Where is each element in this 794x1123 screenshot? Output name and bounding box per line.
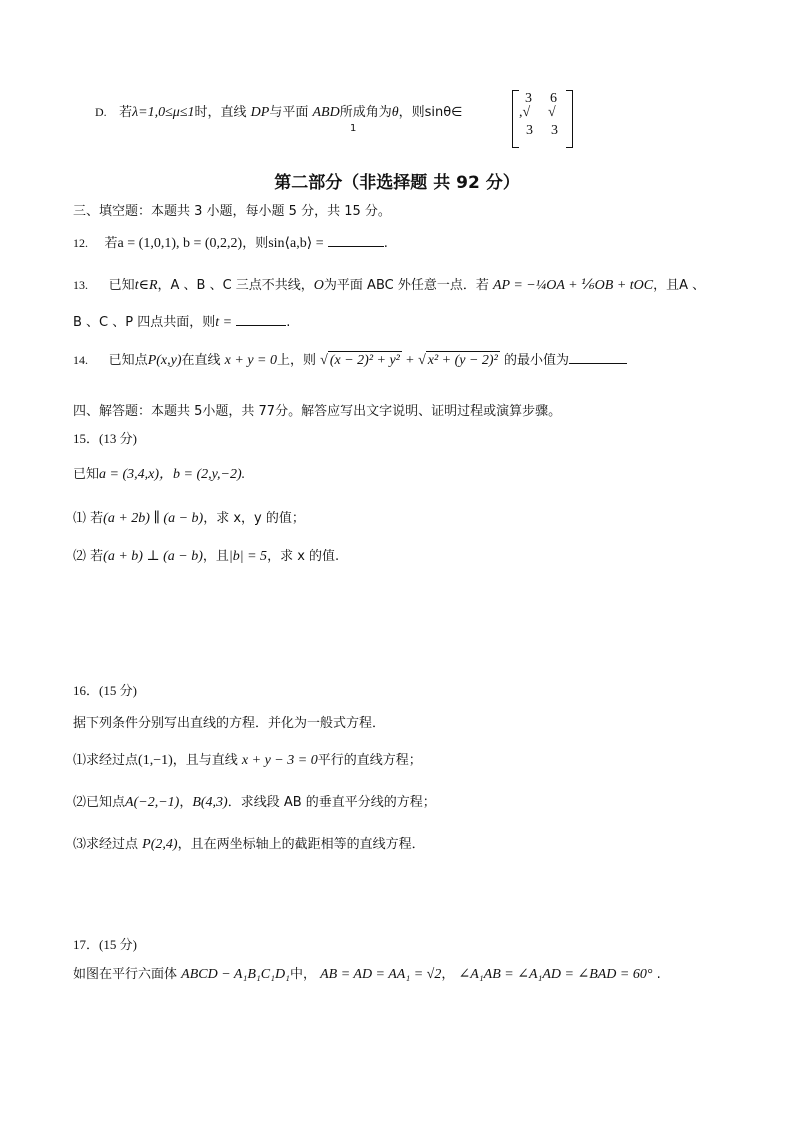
q12-expr: a = (1,0,1), b = (0,2,2): [117, 236, 243, 251]
q14-number: 14.: [73, 353, 88, 367]
q15-p1-end: ，求 x，y 的值；: [203, 511, 305, 526]
range-sqrt-b: √: [548, 105, 556, 120]
option-d-text-a: 若: [119, 105, 133, 120]
q16-part1: [73, 752, 422, 770]
q16-title: 16．(15 分): [73, 683, 137, 698]
q15-p1-num: ⑴: [73, 511, 87, 526]
q13-line2: B 、C 、P 四点共面，则: [73, 315, 216, 330]
range-top-b: 6: [550, 91, 557, 106]
q12-pre: 若: [104, 236, 118, 251]
question-12: [73, 233, 388, 253]
q13-t-eq: t =: [215, 315, 233, 330]
q14-end: 的最小值为: [503, 353, 569, 368]
q17-eq2: ∠A₁AB = ∠A₁AD = ∠BAD = 60°: [458, 967, 653, 982]
range-bot-a: 3: [526, 123, 533, 138]
q15-p1-expr: (a + 2b) ∥ (a − b): [103, 511, 204, 526]
q14-plus: +: [406, 353, 414, 368]
q15-p2-abs: |b| = 5: [228, 549, 268, 564]
q15-part1: [73, 510, 305, 528]
q16-p1-b: ，且与直线: [172, 753, 238, 768]
q17-text: [73, 966, 661, 984]
q17-eq1: AB = AD = AA₁ = √2: [320, 967, 442, 982]
q15-p2-num: ⑵: [73, 549, 87, 564]
q12-number: 12.: [73, 236, 88, 250]
q14-point: P(x,y): [147, 353, 182, 368]
range-bracket-left: [512, 90, 519, 148]
q17-solid: ABCD − A₁B₁C₁D₁: [181, 967, 290, 982]
question-13-line1: [73, 276, 705, 295]
q15-given: [73, 466, 245, 484]
question-13-line2: [73, 312, 290, 332]
range-bot-b: 3: [551, 123, 558, 138]
q16-p1-point: (1,−1): [138, 753, 173, 768]
q12-sin: sin⟨a,b⟩ =: [268, 236, 324, 251]
q15-given-pre: 已知: [73, 467, 100, 482]
q12-mid: ，则: [242, 236, 269, 251]
option-d-text-e: ，则sinθ∈: [398, 105, 463, 120]
option-d-label: D.: [95, 105, 107, 119]
option-d-text-d: 所成角为: [339, 105, 392, 120]
option-d-text-c: 与平面: [269, 105, 309, 120]
q15-p2-expr: (a + b) ⊥ (a − b): [103, 549, 203, 564]
q15-p2-pre: 若: [90, 549, 104, 564]
q13-answer-blank[interactable]: [236, 312, 286, 326]
section4-header: 四、解答题：本题共 5小题，共 77分。解答应写出文字说明、证明过程或演算步骤。: [73, 404, 562, 419]
option-d-text-b: 时，直线: [194, 105, 247, 120]
q16-p3-num: ⑶: [73, 837, 87, 852]
q15-given-expr: a = (3,4,x)，b = (2,y,−2).: [99, 467, 246, 482]
range-sqrt-a: ,√: [519, 105, 531, 120]
q16-p3-point: P(2,4): [142, 837, 178, 852]
q16-p1-c: 平行的直线方程；: [317, 753, 422, 768]
q17-end: .: [656, 967, 661, 982]
option-d: [95, 103, 463, 122]
q16-p2-point-b: B(4,3): [192, 795, 228, 810]
q17-text-a: 如图在平行六面体: [73, 967, 178, 982]
q17-title: 17．(15 分): [73, 937, 137, 952]
q13-end: .: [286, 315, 291, 330]
q13-text1: ，A 、B 、C 三点不共线，: [157, 278, 314, 293]
q14-line: x + y = 0: [224, 353, 277, 368]
q13-text3: ，且A 、: [653, 278, 706, 293]
q16-p2-a: 已知点: [86, 795, 126, 810]
option-d-plane-subscript: 1: [350, 123, 357, 134]
q17-text-b: 中，: [289, 967, 316, 982]
option-d-plane: ABD: [312, 105, 340, 120]
q16-p2-point-a: A(−2,−1): [125, 795, 180, 810]
q16-part3: [73, 836, 425, 854]
q15-part2: [73, 548, 339, 566]
q17-sep: ，: [441, 967, 455, 982]
q16-p2-num: ⑵: [73, 795, 87, 810]
q13-text2: 为平面 ABC 外任意一点．若: [323, 278, 489, 293]
q13-number: 13.: [73, 278, 88, 292]
q16-intro: 据下列条件分别写出直线的方程．并化为一般式方程．: [73, 716, 386, 731]
range-bracket-right: [566, 90, 573, 148]
q15-p1-pre: 若: [90, 511, 104, 526]
q13-t-in-r: t∈R: [134, 278, 158, 293]
q16-p3-a: 求经过点: [86, 837, 139, 852]
q13-formula: AP = −¼OA + ⅙OB + tOC: [493, 278, 654, 293]
q15-p2-end: ，求 x 的值.: [267, 549, 340, 564]
q16-p1-num: ⑴: [73, 753, 87, 768]
q16-p3-b: ，且在两坐标轴上的截距相等的直线方程．: [177, 837, 425, 852]
option-d-cond: λ=1,0≤μ≤1: [132, 105, 195, 120]
q14-text2: 上，则: [276, 353, 316, 368]
q14-answer-blank[interactable]: [569, 350, 627, 364]
q14-pre: 已知点: [108, 353, 148, 368]
q12-answer-blank[interactable]: [328, 233, 384, 247]
q14-radical-1: (x − 2)² + y²: [329, 353, 400, 368]
question-14: 14. 已知点P(x,y)在直线 x + y = 0上，则 √ (x − 2)² + y² + √ x² + (y − 2)² 的最小值为: [73, 350, 627, 370]
q15-p2-mid: ，且: [202, 549, 229, 564]
q16-p2-sep: ，: [179, 795, 193, 810]
q13-o: O: [313, 278, 324, 293]
q16-p1-a: 求经过点: [86, 753, 139, 768]
q12-end: .: [383, 236, 388, 251]
q15-title: 15．(13 分): [73, 431, 137, 446]
q13-pre: 已知: [108, 278, 135, 293]
section3-header: 三、填空题：本题共 3 小题，每小题 5 分，共 15 分。: [73, 204, 391, 219]
q16-p2-b: ．求线段 AB 的垂直平分线的方程；: [227, 795, 436, 810]
q16-part2: [73, 794, 436, 812]
range-top-a: 3: [525, 91, 532, 106]
option-d-line: DP: [250, 105, 270, 120]
q14-radical-2: x² + (y − 2)²: [427, 353, 498, 368]
q16-p1-line: x + y − 3 = 0: [241, 753, 318, 768]
q14-mid: 在直线: [181, 353, 221, 368]
option-d-theta: θ: [391, 105, 399, 120]
part-title: 第二部分（非选择题 共 92 分）: [274, 173, 520, 193]
